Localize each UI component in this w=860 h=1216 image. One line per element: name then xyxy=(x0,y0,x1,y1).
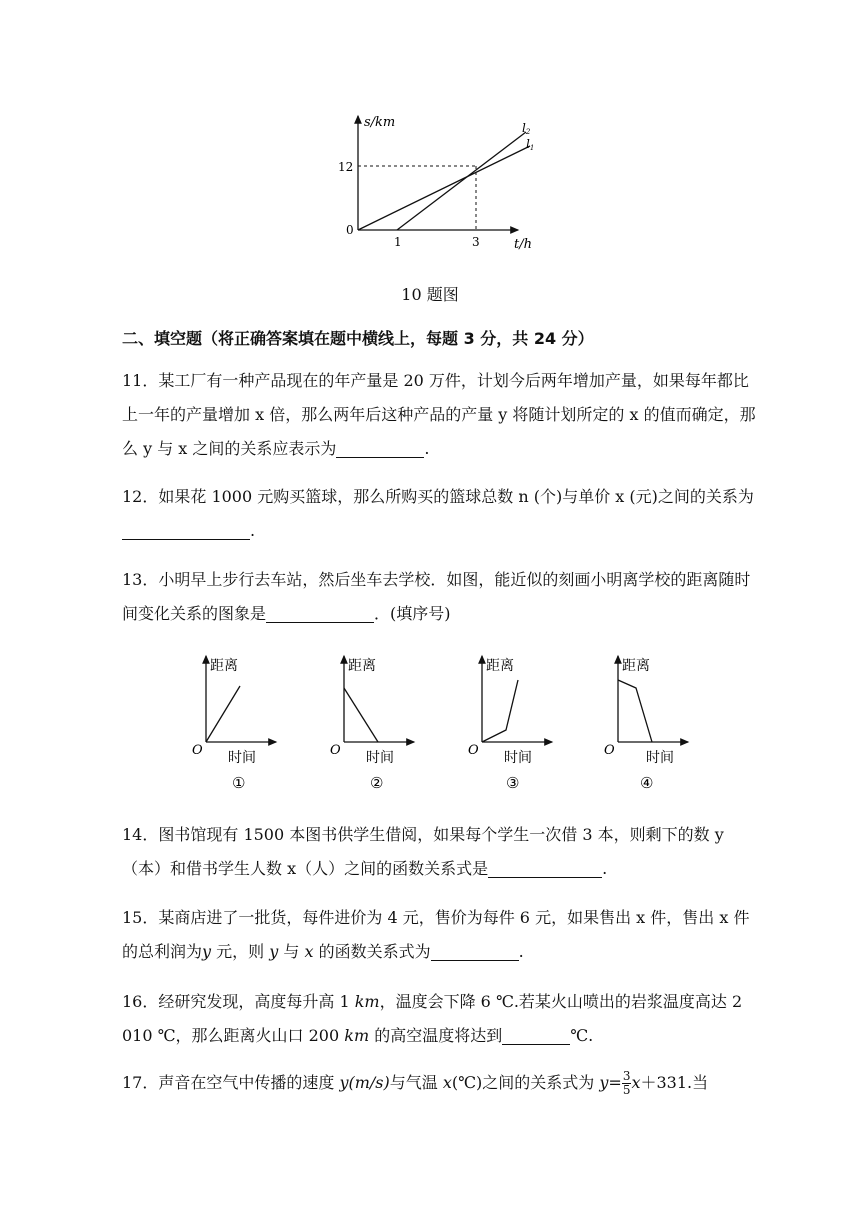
svg-text:④: ④ xyxy=(640,774,654,792)
answer-blank-12[interactable] xyxy=(122,519,250,540)
graph-3-line xyxy=(482,680,518,742)
section-heading: 二、填空题（将正确答案填在题中横线上，每题 3 分，共 24 分） xyxy=(122,329,594,348)
line-l2-label: l2 xyxy=(522,121,531,136)
svg-text:时间: 时间 xyxy=(504,750,532,766)
x-tick-3: 3 xyxy=(472,235,480,249)
svg-text:距离: 距离 xyxy=(486,658,514,674)
svg-text:时间: 时间 xyxy=(646,750,674,766)
answer-blank-15[interactable] xyxy=(431,940,519,961)
svg-text:②: ② xyxy=(370,774,384,792)
question-12-text: 12．如果花 1000 元购买篮球，那么所购买的篮球总数 n (个)与单价 x (元)之间的关系为 xyxy=(122,487,754,506)
fraction-3-5: $\frac{3}{5}$ xyxy=(622,1069,631,1097)
svg-text:①: ① xyxy=(232,774,246,792)
question-12: 12．如果花 1000 元购买篮球，那么所购买的篮球总数 n (个)与单价 x (元)之间的关系为. xyxy=(122,487,754,540)
answer-blank-14[interactable] xyxy=(488,857,602,878)
question-13: 13．小明早上步行去车站，然后坐车去学校．如图，能近似的刻画小明离学校的距离随时间变化关系的图象是 ．(填序号) xyxy=(122,570,751,623)
line-l2 xyxy=(397,132,526,230)
figure-10-caption: 10 题图 xyxy=(401,285,459,304)
svg-text:O: O xyxy=(604,743,615,758)
origin-label: 0 xyxy=(346,223,354,237)
x-axis-label: t/h xyxy=(514,237,532,252)
graph-1-line xyxy=(206,686,240,742)
graph-2-line xyxy=(344,688,378,742)
question-16: 16．经研究发现，高度每升高 1 km，温度会下降 6 ℃.若某火山喷出的岩浆温度高达 2 010 ℃，那么距离火山口 200 km 的高空温度将达到 ℃. xyxy=(122,992,743,1045)
graph-2 xyxy=(330,656,414,792)
graph-4 xyxy=(604,656,688,792)
graph-3 xyxy=(468,656,552,792)
line-l1-label: l1 xyxy=(526,137,535,152)
question-14-text: 14．图书馆现有 1500 本图书供学生借阅，如果每个学生一次借 3 本，则剩下的数 y（本）和借书学生人数 x（人）之间的函数关系式是 xyxy=(122,825,724,878)
svg-text:③: ③ xyxy=(506,774,520,792)
svg-text:时间: 时间 xyxy=(366,750,394,766)
answer-blank-11[interactable] xyxy=(336,437,424,458)
answer-blank-16[interactable] xyxy=(502,1024,570,1045)
figure-10-graph xyxy=(330,108,550,258)
line-l1 xyxy=(358,146,530,230)
answer-blank-13[interactable] xyxy=(266,602,374,623)
question-13-graphs xyxy=(180,650,700,796)
x-tick-1: 1 xyxy=(394,235,402,249)
y-tick-12: 12 xyxy=(338,160,354,174)
svg-text:时间: 时间 xyxy=(228,750,256,766)
svg-text:距离: 距离 xyxy=(622,658,650,674)
question-17: 17．声音在空气中传播的速度 y(m/s)与气温 x(℃)之间的关系式为 y= $\frac{3}{5}$ x＋331.当 xyxy=(122,1069,709,1097)
question-14: 14．图书馆现有 1500 本图书供学生借阅，如果每个学生一次借 3 本，则剩下的数 y（本）和借书学生人数 x（人）之间的函数关系式是 . xyxy=(122,825,724,878)
graph-4-line xyxy=(618,680,652,742)
svg-text:距离: 距离 xyxy=(210,658,238,674)
svg-text:O: O xyxy=(468,743,479,758)
svg-text:O: O xyxy=(330,743,341,758)
y-axis-label: s/km xyxy=(364,115,396,130)
question-11-text: 11．某工厂有一种产品现在的年产量是 20 万件，计划今后两年增加产量，如果每年都比上一年的产量增加 x 倍，那么两年后这种产品的产量 y 将随计划所定的 x 的值而确定，那么 y 与 x 之间的关系应表示为 xyxy=(122,371,756,458)
svg-text:O: O xyxy=(192,743,203,758)
question-11: 11．某工厂有一种产品现在的年产量是 20 万件，计划今后两年增加产量，如果每年都比上一年的产量增加 x 倍，那么两年后这种产品的产量 y 将随计划所定的 x 的值而确定，那么 y 与 x 之间的关系应表示为 . xyxy=(122,371,756,458)
graph-1 xyxy=(192,656,276,792)
svg-text:距离: 距离 xyxy=(348,658,376,674)
question-15: 15．某商店进了一批货，每件进价为 4 元，售价为每件 6 元，如果售出 x 件，售出 x 件的总利润为y 元，则 y 与 x 的函数关系式为 . xyxy=(122,908,750,961)
question-13-text: 13．小明早上步行去车站，然后坐车去学校．如图，能近似的刻画小明离学校的距离随时间变化关系的图象是 xyxy=(122,570,751,623)
